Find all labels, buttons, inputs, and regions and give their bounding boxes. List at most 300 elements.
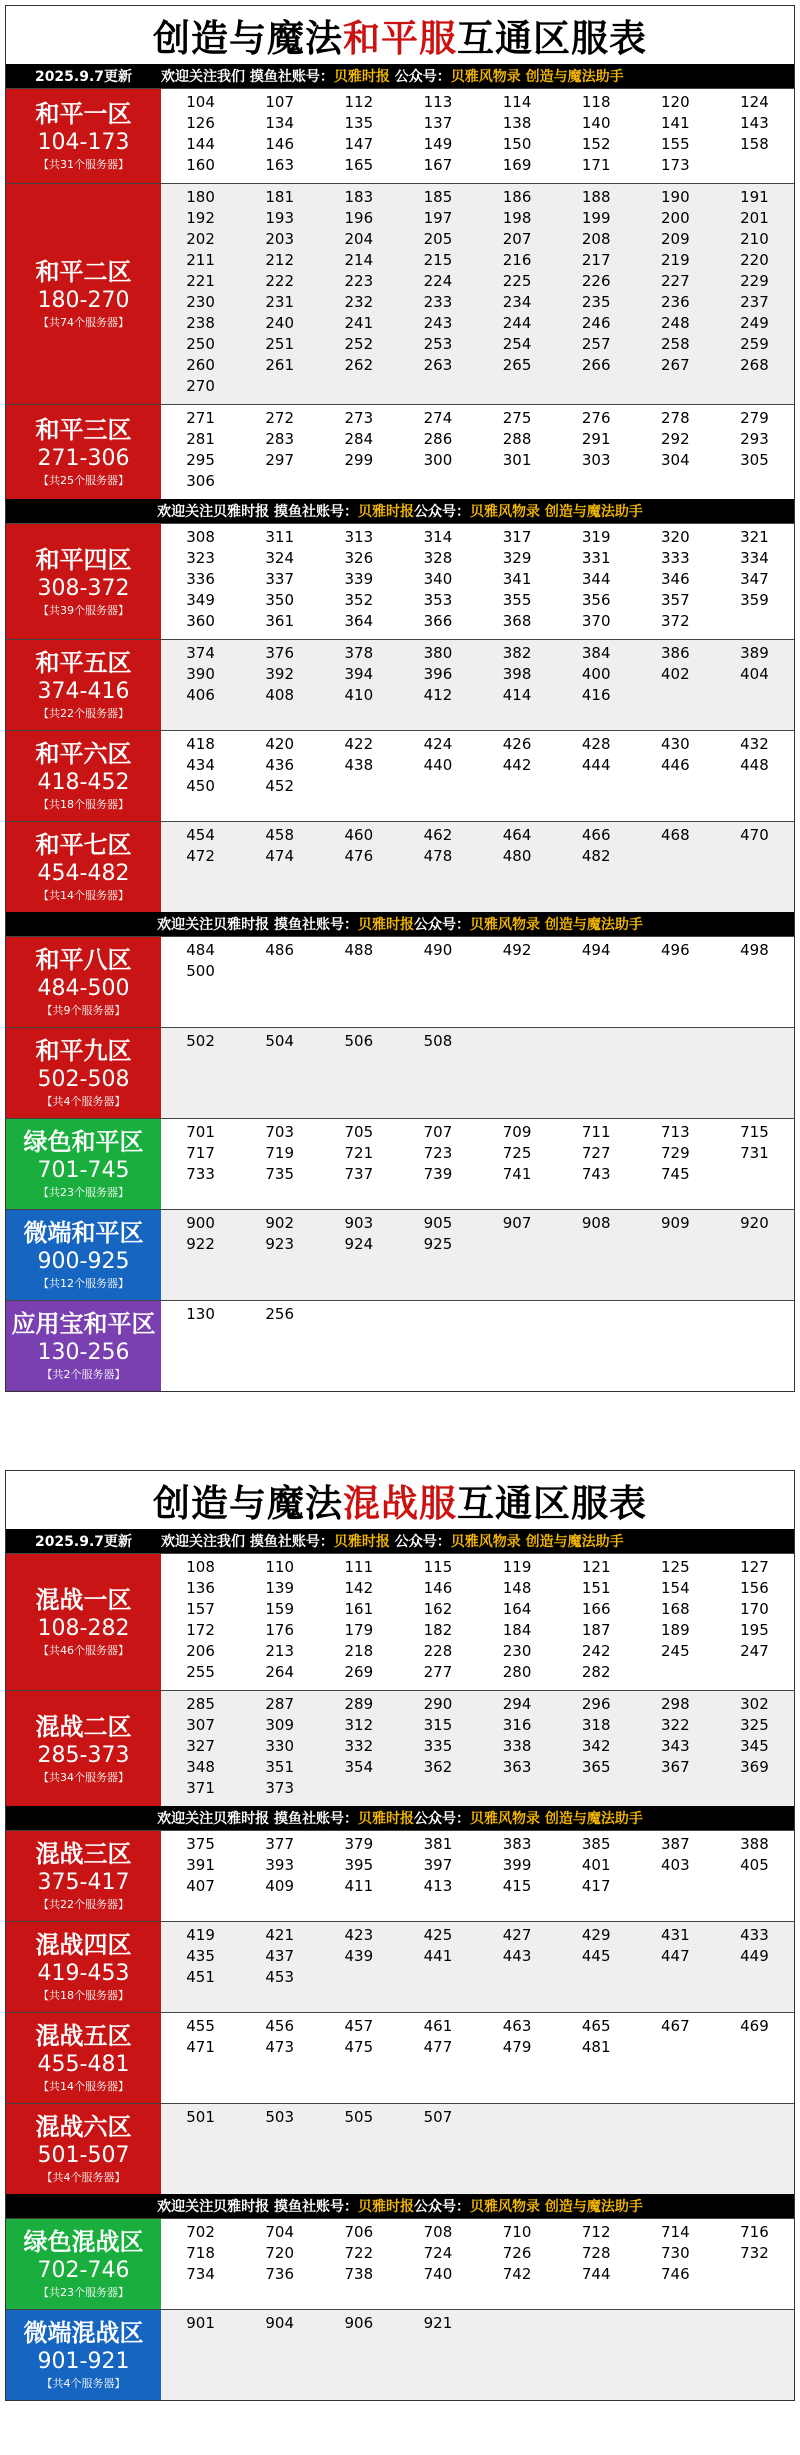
server-number: 248 [660,314,690,332]
server-number: 304 [660,451,690,469]
server-number: 202 [186,230,215,248]
server-list [161,822,794,912]
server-number: 260 [186,356,215,374]
server-number: 356 [581,591,611,609]
server-number: 340 [423,570,453,588]
banner-text: 欢迎关注贝雅时报 摸鱼社账号： [157,917,358,933]
zone-range: 130-256 [37,1340,130,1365]
zone-name: 和平五区 [35,649,132,677]
server-number: 217 [581,251,611,269]
server-number: 730 [660,2244,690,2262]
header-banner [6,1529,794,1553]
zone-row [6,2218,794,2309]
server-number: 184 [502,1621,532,1639]
server-list [161,1691,794,1806]
zone-server-count: 【共4个服务器】 [41,2171,126,2184]
server-number: 334 [740,549,769,567]
server-number: 311 [265,528,294,546]
server-number: 425 [423,1926,453,1944]
server-number: 454 [186,826,215,844]
zone-label [6,2104,161,2194]
server-number: 104 [186,93,215,111]
server-number: 137 [423,114,453,132]
server-number: 236 [660,293,690,311]
server-number: 456 [265,2017,294,2035]
server-list [161,405,794,499]
server-number: 432 [740,735,769,753]
server-number: 291 [581,430,611,448]
zone-label [6,1119,161,1209]
zone-label [6,1301,161,1391]
server-number: 506 [344,1032,374,1050]
server-number: 402 [660,665,690,683]
server-number: 219 [660,251,690,269]
server-number: 397 [423,1856,453,1874]
server-number: 262 [344,356,374,374]
server-number: 703 [265,1123,294,1141]
server-number: 215 [423,251,453,269]
server-number: 383 [502,1835,532,1853]
server-number: 392 [265,665,294,683]
server-number: 475 [344,2038,374,2056]
server-number: 450 [186,777,215,795]
zone-server-count: 【共46个服务器】 [38,1644,129,1657]
server-number: 708 [423,2223,453,2241]
banner-text: 欢迎关注我们 摸鱼社账号： [161,1534,334,1550]
server-number: 500 [186,962,215,980]
server-number: 300 [423,451,453,469]
server-number: 108 [186,1558,215,1576]
server-number: 339 [344,570,374,588]
server-number: 188 [581,188,611,206]
server-number: 715 [740,1123,769,1141]
server-number: 179 [344,1621,374,1639]
server-number: 140 [581,114,611,132]
server-number: 275 [502,409,532,427]
server-list [161,937,794,1027]
server-number: 413 [423,1877,453,1895]
server-number: 242 [581,1642,611,1660]
zone-label [6,184,161,404]
title-suffix: 互通区服表 [457,17,647,60]
server-number: 146 [265,135,294,153]
server-number: 309 [265,1716,294,1734]
zone-server-count: 【共18个服务器】 [38,1989,129,2002]
follow-notice [161,66,624,86]
server-number: 724 [423,2244,453,2262]
zone-range: 502-508 [37,1067,130,1092]
server-number: 180 [186,188,215,206]
server-number: 233 [423,293,453,311]
server-number: 461 [423,2017,453,2035]
server-number: 384 [581,644,611,662]
server-number: 504 [265,1032,294,1050]
server-number: 259 [740,335,769,353]
server-number: 728 [581,2244,611,2262]
server-number: 404 [740,665,769,683]
server-number: 722 [344,2244,374,2262]
server-number: 428 [581,735,611,753]
zone-server-count: 【共2个服务器】 [41,1368,126,1381]
server-number: 118 [581,93,611,111]
server-number: 438 [344,756,374,774]
server-number: 476 [344,847,374,865]
server-number: 376 [265,644,294,662]
server-number: 192 [186,209,215,227]
title-highlight: 混战服 [343,1482,457,1525]
server-number: 152 [581,135,611,153]
server-number: 716 [740,2223,769,2241]
server-number: 431 [660,1926,690,1944]
server-number: 230 [186,293,215,311]
server-number: 257 [581,335,611,353]
server-number: 343 [660,1737,690,1755]
server-number: 212 [265,251,294,269]
server-number: 405 [740,1856,769,1874]
server-number: 318 [581,1716,611,1734]
server-number: 198 [502,209,532,227]
zone-range: 484-500 [37,976,130,1001]
server-list [161,1554,794,1690]
server-list [161,2219,794,2309]
banner-text: 贝雅风物录 创造与魔法助手 [470,917,643,933]
zone-range: 501-507 [37,2143,130,2168]
server-number: 465 [581,2017,611,2035]
zone-name: 和平二区 [35,258,132,286]
server-number: 721 [344,1144,374,1162]
server-number: 157 [186,1600,215,1618]
server-number: 477 [423,2038,453,2056]
zone-row [6,936,794,1027]
server-number: 741 [502,1165,532,1183]
server-number: 723 [423,1144,453,1162]
server-number: 250 [186,335,215,353]
server-number: 452 [265,777,294,795]
server-number: 130 [186,1305,215,1323]
server-number: 258 [660,335,690,353]
server-number: 369 [740,1758,769,1776]
server-number: 143 [740,114,769,132]
banner-text: 公众号： [414,2199,470,2215]
server-number: 113 [423,93,453,111]
server-number: 414 [502,686,532,704]
zone-server-count: 【共39个服务器】 [38,603,129,617]
zone-row [6,1690,794,1806]
server-number: 925 [423,1235,453,1253]
server-number: 902 [265,1214,294,1232]
zone-row [6,2012,794,2103]
server-number: 229 [740,272,769,290]
server-number: 290 [423,1695,453,1713]
server-number: 161 [344,1600,374,1618]
server-number: 408 [265,686,294,704]
server-number: 472 [186,847,215,865]
server-number: 486 [265,941,294,959]
server-list [161,1831,794,1921]
server-number: 204 [344,230,374,248]
server-number: 421 [265,1926,294,1944]
server-number: 314 [423,528,453,546]
zone-label [6,640,161,730]
zone-name: 和平四区 [35,545,132,574]
server-list [161,2104,794,2194]
server-number: 442 [502,756,532,774]
server-number: 389 [740,644,769,662]
server-table [5,5,795,1392]
server-number: 702 [186,2223,215,2241]
server-number: 319 [581,528,611,546]
server-number: 449 [740,1947,769,1965]
zone-server-count: 【共34个服务器】 [38,1770,129,1784]
zone-server-count: 【共23个服务器】 [38,1186,129,1199]
server-number: 112 [344,93,374,111]
server-number: 410 [344,686,374,704]
server-number: 923 [265,1235,294,1253]
server-number: 266 [581,356,611,374]
server-number: 353 [423,591,453,609]
server-number: 717 [186,1144,215,1162]
zone-range: 419-453 [37,1961,130,1986]
server-number: 377 [265,1835,294,1853]
server-number: 150 [502,135,532,153]
server-number: 151 [581,1579,611,1597]
server-number: 484 [186,941,215,959]
server-number: 706 [344,2223,374,2241]
server-number: 350 [265,591,294,609]
server-number: 214 [344,251,374,269]
server-number: 498 [740,941,769,959]
server-number: 347 [740,570,769,588]
server-number: 393 [265,1856,294,1874]
server-number: 420 [265,735,294,753]
server-number: 316 [502,1716,532,1734]
server-list [161,1028,794,1118]
server-number: 226 [581,272,611,290]
banner-text: 欢迎关注贝雅时报 摸鱼社账号： [157,1811,358,1827]
title-highlight: 和平服 [343,17,457,60]
server-number: 224 [423,272,453,290]
zone-row [6,404,794,499]
server-number: 494 [581,941,611,959]
server-number: 313 [344,528,374,546]
server-number: 364 [344,612,374,630]
server-number: 201 [740,209,769,227]
server-number: 225 [502,272,532,290]
server-number: 711 [581,1123,611,1141]
server-number: 190 [660,188,690,206]
server-number: 302 [740,1695,769,1713]
server-number: 386 [660,644,690,662]
zone-range: 108-282 [37,1616,130,1641]
server-number: 218 [344,1642,374,1660]
server-number: 308 [186,528,215,546]
server-number: 162 [423,1600,453,1618]
zone-name: 应用宝和平区 [11,1310,156,1338]
server-number: 338 [502,1737,532,1755]
zone-row [6,1027,794,1118]
server-number: 469 [740,2017,769,2035]
zone-server-count: 【共4个服务器】 [41,2377,126,2390]
server-number: 368 [502,612,532,630]
zone-name: 和平七区 [35,831,132,859]
server-number: 388 [740,1835,769,1853]
server-number: 394 [344,665,374,683]
server-number: 154 [660,1579,690,1597]
zone-label [6,731,161,821]
server-number: 185 [423,188,453,206]
server-number: 720 [265,2244,294,2262]
server-number: 228 [423,1642,453,1660]
server-number: 351 [265,1758,294,1776]
server-number: 735 [265,1165,294,1183]
zone-row [6,2309,794,2400]
server-number: 267 [660,356,690,374]
server-number: 908 [581,1214,611,1232]
server-number: 441 [423,1947,453,1965]
server-number: 375 [186,1835,215,1853]
server-number: 207 [502,230,532,248]
server-number: 329 [502,549,532,567]
zone-label [6,1922,161,2012]
banner-text: 公众号： [414,504,470,520]
table-title [6,1471,794,1529]
server-number: 479 [502,2038,532,2056]
server-number: 400 [581,665,611,683]
zone-label [6,405,161,499]
server-number: 342 [581,1737,611,1755]
server-number: 115 [423,1558,453,1576]
promo-banner [6,2194,794,2218]
zone-row [6,1553,794,1690]
server-number: 282 [581,1663,611,1681]
banner-text: 公众号： [389,69,451,85]
server-number: 196 [344,209,374,227]
zone-row [6,183,794,404]
server-number: 324 [265,549,294,567]
zone-server-count: 【共22个服务器】 [38,707,129,720]
server-number: 407 [186,1877,215,1895]
server-number: 378 [344,644,374,662]
server-number: 272 [265,409,294,427]
server-number: 166 [581,1600,611,1618]
zone-row [6,639,794,730]
server-number: 349 [186,591,215,609]
server-number: 301 [502,451,532,469]
server-number: 360 [186,612,215,630]
title-suffix: 互通区服表 [457,1482,647,1525]
server-number: 279 [740,409,769,427]
server-number: 707 [423,1123,453,1141]
server-list [161,1301,794,1391]
server-number: 490 [423,941,453,959]
zone-range: 455-481 [37,2052,130,2077]
server-number: 406 [186,686,215,704]
title-prefix: 创造与魔法 [153,1482,343,1525]
server-number: 415 [502,1877,532,1895]
zone-server-count: 【共74个服务器】 [38,316,129,329]
server-number: 507 [423,2108,453,2126]
server-number: 409 [265,1877,294,1895]
zone-server-count: 【共4个服务器】 [41,1095,126,1108]
zone-row [6,1921,794,2012]
table-title [6,6,794,64]
server-number: 265 [502,356,532,374]
server-number: 503 [265,2108,294,2126]
server-number: 398 [502,665,532,683]
server-number: 144 [186,135,215,153]
server-number: 209 [660,230,690,248]
banner-text: 公众号： [414,917,470,933]
server-number: 125 [660,1558,690,1576]
server-number: 439 [344,1947,374,1965]
zone-range: 901-921 [37,2349,130,2374]
server-number: 251 [265,335,294,353]
server-number: 332 [344,1737,374,1755]
banner-text: 公众号： [389,1534,451,1550]
server-number: 283 [265,430,294,448]
server-number: 126 [186,114,215,132]
server-number: 920 [740,1214,769,1232]
server-number: 399 [502,1856,532,1874]
server-number: 478 [423,847,453,865]
server-number: 462 [423,826,453,844]
zone-range: 900-925 [37,1249,130,1274]
zone-range: 285-373 [37,1742,130,1768]
server-number: 197 [423,209,453,227]
server-number: 355 [502,591,532,609]
server-number: 727 [581,1144,611,1162]
server-list [161,731,794,821]
server-number: 907 [502,1214,532,1232]
server-number: 189 [660,1621,690,1639]
banner-text: 欢迎关注贝雅时报 摸鱼社账号： [157,504,358,520]
server-number: 403 [660,1856,690,1874]
server-number: 744 [581,2265,611,2283]
server-number: 234 [502,293,532,311]
zone-row [6,1209,794,1300]
zone-range: 308-372 [37,575,130,601]
server-number: 208 [581,230,611,248]
server-number: 121 [581,1558,611,1576]
server-number: 446 [660,756,690,774]
title-prefix: 创造与魔法 [153,17,343,60]
server-number: 186 [502,188,532,206]
server-number: 249 [740,314,769,332]
zone-name: 混战五区 [35,2022,132,2050]
server-number: 237 [740,293,769,311]
server-number: 305 [740,451,769,469]
zone-range: 701-745 [37,1158,130,1183]
zone-name: 混战六区 [35,2113,132,2141]
server-number: 312 [344,1716,374,1734]
server-number: 268 [740,356,769,374]
server-number: 904 [265,2314,294,2332]
server-number: 365 [581,1758,611,1776]
server-number: 285 [186,1695,215,1713]
zone-row [6,1300,794,1391]
server-number: 426 [502,735,532,753]
server-number: 142 [344,1579,374,1597]
server-number: 346 [660,570,690,588]
header-banner [6,64,794,88]
server-number: 387 [660,1835,690,1853]
server-number: 271 [186,409,215,427]
server-number: 361 [265,612,294,630]
server-list [161,2013,794,2103]
server-number: 244 [502,314,532,332]
server-number: 298 [660,1695,690,1713]
zone-row [6,821,794,912]
